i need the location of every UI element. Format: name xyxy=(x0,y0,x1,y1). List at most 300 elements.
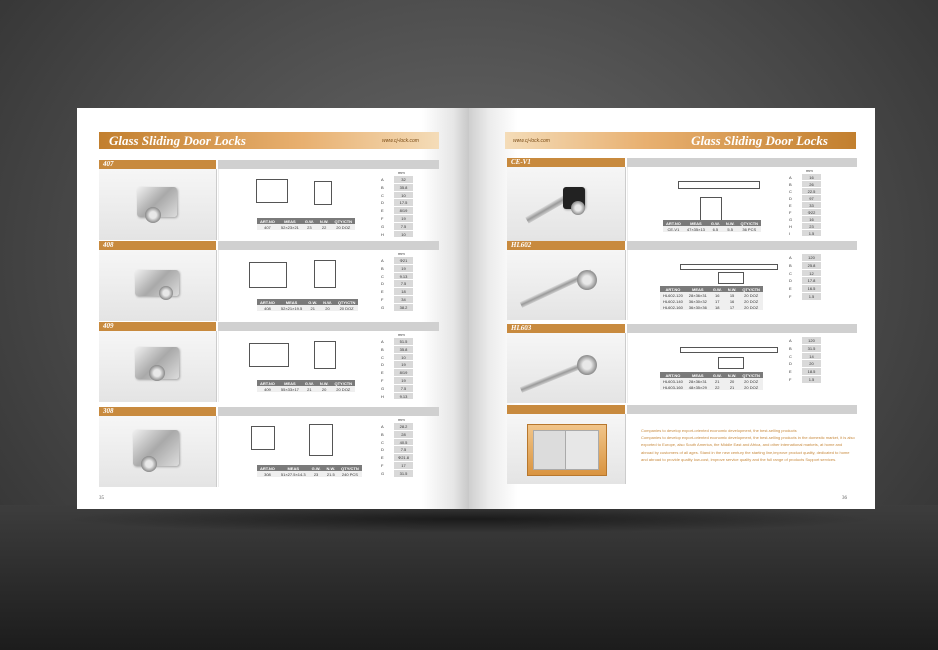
dim-key: F xyxy=(381,296,384,302)
right-page-number: 36 xyxy=(842,496,847,501)
cell: 408 xyxy=(257,305,278,311)
dim-key: A xyxy=(789,338,792,343)
dim-key: D xyxy=(381,200,384,206)
dim-value: 18 xyxy=(394,288,413,296)
cell: 17 xyxy=(725,304,740,310)
product-section-hl602 xyxy=(507,241,857,321)
cell: 20 xyxy=(725,378,740,384)
header-nw: N.W. xyxy=(725,372,740,378)
dim-value: 1.5 xyxy=(802,293,821,301)
dims-unit: mm xyxy=(398,332,405,337)
dim-value: 25.8 xyxy=(802,262,821,270)
product-photo xyxy=(507,333,626,403)
header-meas: MEAS xyxy=(686,372,710,378)
dim-row xyxy=(381,257,413,265)
lock-cylinder xyxy=(571,201,585,215)
section-header-bar xyxy=(218,241,439,250)
dim-row xyxy=(381,288,413,296)
product-section-409 xyxy=(99,322,439,402)
dim-row xyxy=(381,231,413,239)
dim-value: 9.13 xyxy=(394,393,413,401)
dim-row xyxy=(381,393,413,401)
product-photo xyxy=(99,416,217,487)
dim-value: 26 xyxy=(802,181,821,188)
header-meas: MEAS xyxy=(686,286,710,292)
dim-row xyxy=(381,192,413,200)
dim-key: B xyxy=(789,182,792,187)
spec-row xyxy=(257,305,358,311)
cell: 16 xyxy=(725,298,740,304)
cell: 21 xyxy=(710,378,725,384)
dim-key: C xyxy=(381,439,384,445)
dim-value: 19 xyxy=(394,377,413,385)
cell: HL602-160 xyxy=(660,304,686,310)
dim-row xyxy=(789,181,821,188)
dim-row xyxy=(789,360,821,368)
dim-key: C xyxy=(381,354,384,360)
dim-key: C xyxy=(789,270,792,276)
header-art-no: ART.NO xyxy=(257,380,278,386)
cell: 20 xyxy=(317,386,332,392)
cell: 48×35×29 xyxy=(686,384,710,390)
spec-table-408 xyxy=(257,299,358,311)
dim-key: E xyxy=(381,289,384,295)
dim-value: 7.5 xyxy=(394,223,413,231)
cell: 47×35×13 xyxy=(684,226,708,232)
product-section-308 xyxy=(99,407,439,487)
header-meas: MEAS xyxy=(278,299,305,305)
spec-row xyxy=(257,224,355,230)
dim-row xyxy=(789,285,821,293)
dim-value: 16.5 xyxy=(802,285,821,293)
dim-value: 97 xyxy=(802,195,821,202)
dim-key: C xyxy=(789,189,792,194)
header-qty: QTY/CTN xyxy=(331,380,355,386)
dim-key: A xyxy=(789,175,792,180)
dim-row xyxy=(789,353,821,361)
dim-row xyxy=(381,199,413,207)
dim-key: D xyxy=(789,196,792,201)
dim-value: 8/19 xyxy=(394,207,413,215)
header-gw: G.W. xyxy=(710,286,725,292)
dim-row xyxy=(381,304,413,312)
dimension-list-409 xyxy=(381,331,413,400)
dim-key: G xyxy=(381,223,385,229)
header-gw: G.W. xyxy=(302,380,317,386)
dims-unit: mm xyxy=(398,170,405,175)
dimension-list-hl603 xyxy=(789,337,821,384)
dim-key: E xyxy=(381,370,384,376)
dim-row xyxy=(381,423,413,431)
dim-key: B xyxy=(381,265,384,271)
dim-value: 19 xyxy=(394,265,413,273)
product-code: HL602 xyxy=(507,241,625,250)
dim-row xyxy=(381,346,413,354)
lock-cylinder xyxy=(141,456,157,472)
header-meas: MEAS xyxy=(278,380,302,386)
cell: 20 DOZ xyxy=(331,386,355,392)
dim-row xyxy=(381,361,413,369)
dim-row xyxy=(789,174,821,181)
right-page-url: www.cj-lock.com xyxy=(513,138,550,144)
dim-row xyxy=(381,207,413,215)
header-art-no: ART.NO xyxy=(257,218,278,224)
dim-row xyxy=(381,176,413,184)
cell: 308 xyxy=(257,471,278,477)
dimension-list-hl602 xyxy=(789,254,821,301)
spec-row xyxy=(660,304,763,310)
cell: 18 xyxy=(710,304,725,310)
dim-value: 12 xyxy=(802,270,821,278)
dim-value: 23 xyxy=(802,223,821,230)
dim-row xyxy=(381,215,413,223)
dim-value: 17.8 xyxy=(802,277,821,285)
dim-row xyxy=(789,195,821,202)
dim-value: Φ21 xyxy=(394,257,413,265)
cell: 17 xyxy=(710,298,725,304)
cell: 5.5 xyxy=(723,226,738,232)
dim-key: G xyxy=(381,385,385,391)
company-info-text xyxy=(641,427,855,463)
dim-key: B xyxy=(381,346,384,352)
spec-table-407 xyxy=(257,218,355,230)
dim-row xyxy=(381,273,413,281)
header-nw: N.W. xyxy=(320,299,335,305)
header-art-no: ART.NO xyxy=(257,465,278,471)
dim-key: F xyxy=(381,462,384,468)
dim-key: E xyxy=(789,203,792,208)
header-meas: MEAS xyxy=(684,220,708,226)
right-page xyxy=(469,108,875,509)
dim-key: F xyxy=(381,215,384,221)
cell: 55×33×17 xyxy=(278,386,302,392)
dim-row xyxy=(789,376,821,384)
dim-row xyxy=(381,223,413,231)
cell: HL603-140 xyxy=(660,378,686,384)
dim-key: A xyxy=(381,339,384,344)
dim-row xyxy=(789,337,821,345)
dim-value: 16 xyxy=(802,174,821,181)
cabinet-photo xyxy=(507,414,626,484)
section-header-bar xyxy=(627,324,857,333)
dim-key: F xyxy=(381,377,384,383)
section-header-bar xyxy=(627,241,857,250)
dim-row xyxy=(381,280,413,288)
dim-value: 120 xyxy=(802,254,821,262)
header-nw: N.W. xyxy=(723,220,738,226)
cell: 20 DOZ xyxy=(739,298,763,304)
cell: 36×30×32 xyxy=(686,298,710,304)
dimension-list-408 xyxy=(381,250,413,312)
dim-value: 9.13 xyxy=(394,273,413,281)
product-code: HL603 xyxy=(507,324,625,333)
dim-value: 19 xyxy=(394,361,413,369)
cell: 20 DOZ xyxy=(335,305,359,311)
header-gw: G.W. xyxy=(305,299,320,305)
product-photo xyxy=(507,250,626,320)
section-header-bar xyxy=(627,158,857,167)
header-qty: QTY/CTN xyxy=(739,372,763,378)
cell: 36×30×36 xyxy=(686,304,710,310)
lock-cylinder xyxy=(159,286,173,300)
spec-header-row xyxy=(257,380,355,386)
dim-row xyxy=(381,439,413,447)
dim-key: D xyxy=(789,278,792,284)
cell: HL602-120 xyxy=(660,292,686,298)
cell: 22 xyxy=(710,384,725,390)
dim-value: 8/19 xyxy=(394,369,413,377)
section-header-bar xyxy=(218,322,439,331)
dims-unit: mm xyxy=(806,168,813,173)
info-header-orange xyxy=(507,405,625,414)
dims-unit: mm xyxy=(398,417,405,422)
dim-value: 32 xyxy=(394,176,413,184)
header-gw: G.W. xyxy=(302,218,317,224)
dimension-list-308 xyxy=(381,416,413,478)
header-qty: QTY/CTN xyxy=(335,299,359,305)
cell: 51×27.5×14.3 xyxy=(278,471,309,477)
dim-key: H xyxy=(789,224,792,229)
cell: HL602-140 xyxy=(660,298,686,304)
dim-value: 7.5 xyxy=(394,446,413,454)
dim-value: 35.8 xyxy=(394,346,413,354)
dim-row xyxy=(381,369,413,377)
spec-row xyxy=(257,386,355,392)
cell: 20 DOZ xyxy=(331,224,355,230)
dim-row xyxy=(381,296,413,304)
header-gw: G.W. xyxy=(710,372,725,378)
left-page-title: Glass Sliding Door Locks xyxy=(109,133,246,148)
header-art-no: ART.NO xyxy=(660,286,686,292)
cell: 23 xyxy=(309,471,324,477)
dim-key: B xyxy=(789,262,792,268)
cell: 16 xyxy=(710,292,725,298)
product-photo xyxy=(507,167,626,241)
lock-cylinder xyxy=(577,355,597,375)
info-body: Companies to develop export-oriented economic development, the best-selling products in the domestic market, it is also exported to Europe, also South America, the Middle East and Africa, and other international markets, at home and abroad by customers of all ages. Stand in the new century the starting line,improve product quality, dedicated to home and abroad to provide quality low-cost, improve service quality and the full range of products Support services. xyxy=(641,435,855,462)
dim-value: 28.2 xyxy=(394,423,413,431)
cell: 409 xyxy=(257,386,278,392)
dim-key: G xyxy=(789,217,793,222)
cell: 21 xyxy=(305,305,320,311)
dim-value: 28 xyxy=(394,431,413,439)
dim-key: B xyxy=(381,431,384,437)
dim-value: 10 xyxy=(394,354,413,362)
info-heading: Companies to develop export-oriented economic development, the best-selling products xyxy=(641,428,797,433)
dimension-list-407 xyxy=(381,169,413,238)
dim-key: E xyxy=(789,369,792,375)
header-nw: N.W. xyxy=(725,286,740,292)
dim-value: 14 xyxy=(802,353,821,361)
cell: 28×36×31 xyxy=(686,292,710,298)
dim-value: 33 xyxy=(802,202,821,209)
product-code: 409 xyxy=(99,322,216,331)
dim-key: D xyxy=(789,361,792,367)
dim-value: 22.5 xyxy=(802,188,821,195)
dim-value: Φ22 xyxy=(802,209,821,216)
dim-value: 17.5 xyxy=(394,199,413,207)
dimension-list-ce-v1 xyxy=(789,167,821,237)
header-nw: N.W. xyxy=(323,465,338,471)
dim-value: 1.5 xyxy=(802,376,821,384)
dim-row xyxy=(381,184,413,192)
company-info-section xyxy=(507,405,857,485)
dim-row xyxy=(789,216,821,223)
cell: 21 xyxy=(302,386,317,392)
spec-row xyxy=(663,226,761,232)
dim-key: E xyxy=(789,286,792,292)
dim-row xyxy=(789,230,821,237)
product-photo xyxy=(99,331,217,402)
dim-key: E xyxy=(381,208,384,214)
cell: 15 xyxy=(725,292,740,298)
cell: 21.5 xyxy=(323,471,338,477)
dim-value: Φ21.8 xyxy=(394,454,413,462)
dim-row xyxy=(789,202,821,209)
header-nw: N.W. xyxy=(317,380,332,386)
header-qty: QTY/CTN xyxy=(739,286,763,292)
lock-cylinder xyxy=(145,207,161,223)
dim-row xyxy=(789,188,821,195)
dim-value: 10 xyxy=(394,192,413,200)
dims-unit: mm xyxy=(398,251,405,256)
dim-row xyxy=(381,385,413,393)
header-art-no: ART.NO xyxy=(663,220,684,226)
product-section-408 xyxy=(99,241,439,321)
dim-key: D xyxy=(381,281,384,287)
spec-row xyxy=(257,471,362,477)
dim-row xyxy=(789,223,821,230)
dim-value: 19 xyxy=(394,215,413,223)
dim-value: 120 xyxy=(802,337,821,345)
dim-row xyxy=(381,354,413,362)
cabinet-glass-door-right xyxy=(565,430,599,470)
cell: 20 xyxy=(320,305,335,311)
dim-row xyxy=(381,446,413,454)
dim-value: 31.5 xyxy=(802,345,821,353)
cell: 20 DOZ xyxy=(739,378,763,384)
cell: 20 DOZ xyxy=(739,304,763,310)
dim-value: 18.5 xyxy=(802,368,821,376)
dim-key: D xyxy=(381,362,384,368)
dim-value: 38.2 xyxy=(394,304,413,312)
dim-key: C xyxy=(789,353,792,359)
spec-table-308 xyxy=(257,465,362,477)
spec-table-409 xyxy=(257,380,355,392)
cell: 6.5 xyxy=(708,226,723,232)
dim-key: H xyxy=(381,231,384,237)
cell: CE-V1 xyxy=(663,226,684,232)
cell: HL603-160 xyxy=(660,384,686,390)
header-gw: G.W. xyxy=(309,465,324,471)
technical-drawing xyxy=(627,333,788,403)
header-meas: MEAS xyxy=(278,218,302,224)
dim-key: I xyxy=(789,231,791,236)
lock-cylinder xyxy=(149,365,165,381)
cell: 52×23×21 xyxy=(278,224,302,230)
dim-row xyxy=(381,265,413,273)
cell: 20 DOZ xyxy=(739,292,763,298)
right-title-banner xyxy=(505,132,856,149)
dim-key: A xyxy=(381,258,384,263)
product-code: 407 xyxy=(99,160,216,169)
dim-key: A xyxy=(381,177,384,182)
dim-row xyxy=(789,270,821,278)
product-section-407 xyxy=(99,160,439,240)
product-photo xyxy=(99,169,217,240)
cell: 21 xyxy=(725,384,740,390)
dim-value: 7.5 xyxy=(394,280,413,288)
header-gw: G.W. xyxy=(708,220,723,226)
dim-row xyxy=(789,262,821,270)
dim-key: A xyxy=(381,424,384,429)
product-code: CE-V1 xyxy=(507,158,625,167)
dim-value: 7.5 xyxy=(394,385,413,393)
dim-key: G xyxy=(381,304,385,310)
dim-value: 40.5 xyxy=(394,439,413,447)
spec-header-row xyxy=(663,220,761,226)
product-photo xyxy=(99,250,217,321)
right-page-title: Glass Sliding Door Locks xyxy=(691,133,828,148)
left-page xyxy=(77,108,469,509)
dim-key: H xyxy=(381,393,384,399)
spec-table-ce-v1 xyxy=(663,220,761,232)
dim-row xyxy=(381,431,413,439)
section-header-bar xyxy=(218,407,439,416)
header-art-no: ART.NO xyxy=(660,372,686,378)
dim-key: F xyxy=(789,210,792,215)
dim-row xyxy=(789,254,821,262)
cell: 28×36×31 xyxy=(686,378,710,384)
dim-key: F xyxy=(789,376,792,382)
dim-row xyxy=(789,345,821,353)
dim-row xyxy=(789,368,821,376)
dim-key: E xyxy=(381,455,384,461)
dim-key: D xyxy=(381,447,384,453)
left-page-url: www.cj-lock.com xyxy=(382,138,419,144)
product-code: 408 xyxy=(99,241,216,250)
header-art-no: ART.NO xyxy=(257,299,278,305)
spec-table-hl602 xyxy=(660,286,763,310)
section-header-bar xyxy=(218,160,439,169)
dim-row xyxy=(381,470,413,478)
header-meas: MEAS xyxy=(278,465,309,471)
header-qty: QTY/CTN xyxy=(331,218,355,224)
dim-key: G xyxy=(381,470,385,476)
dim-row xyxy=(789,209,821,216)
dim-key: C xyxy=(381,192,384,198)
dim-key: F xyxy=(789,293,792,299)
cell: 240 PCS xyxy=(338,471,362,477)
cell: 36 PCS xyxy=(737,226,761,232)
info-header-bar xyxy=(627,405,857,414)
cell: 23 xyxy=(302,224,317,230)
spec-table-hl603 xyxy=(660,372,763,390)
lock-cylinder xyxy=(577,270,597,290)
dim-key: B xyxy=(381,184,384,190)
spec-row xyxy=(660,384,763,390)
dim-row xyxy=(381,377,413,385)
dim-value: 35.8 xyxy=(394,184,413,192)
product-section-ce-v1 xyxy=(507,158,857,238)
dim-key: C xyxy=(381,273,384,279)
header-qty: QTY/CTN xyxy=(338,465,362,471)
left-page-number: 35 xyxy=(99,496,104,501)
dim-row xyxy=(381,454,413,462)
dim-value: 34 xyxy=(394,296,413,304)
header-qty: QTY/CTN xyxy=(737,220,761,226)
dim-row xyxy=(381,338,413,346)
